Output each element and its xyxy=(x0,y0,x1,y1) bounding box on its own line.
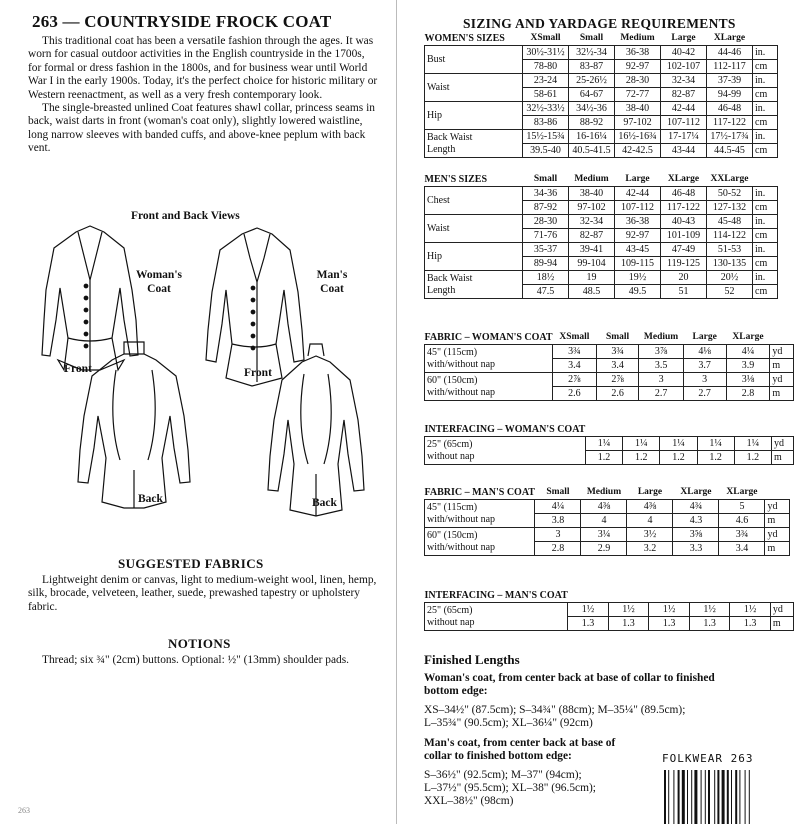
table-cell: 16½-16¾ xyxy=(615,130,661,144)
table-cell: 3⅝ xyxy=(673,528,719,542)
table-cell: 3¼ xyxy=(581,528,627,542)
table-cell: 47.5 xyxy=(523,285,569,299)
row-label xyxy=(425,243,523,271)
unit-cell: in. xyxy=(753,215,778,229)
table-cell: 1½ xyxy=(689,603,730,617)
unit-cell: cm xyxy=(753,201,778,215)
table-cell: 1¼ xyxy=(623,437,660,451)
table-cell: 82-87 xyxy=(661,88,707,102)
row-label-text: Bust xyxy=(427,53,446,65)
table-cell: 35-37 xyxy=(523,243,569,257)
table-cell: 1¼ xyxy=(660,437,697,451)
table-cell: 1.2 xyxy=(585,451,622,465)
row-label-text: Back Waist xyxy=(427,131,473,143)
unit-cell: in. xyxy=(753,102,778,116)
row-label-text: 60" (150cm) xyxy=(427,529,478,541)
table-cell: 23-24 xyxy=(523,74,569,88)
folkwear-code: FOLKWEAR 263 xyxy=(662,752,754,765)
table-cell: 1¼ xyxy=(734,437,771,451)
row-label xyxy=(425,102,523,130)
table-column-header: Small xyxy=(533,174,558,184)
fabrics-text xyxy=(28,574,378,614)
table-cell: 2.7 xyxy=(683,387,726,401)
table-column-header: XSmall xyxy=(559,332,590,342)
man-length-heading: Man's coat, from center back at base of collar to finished bottom edge: xyxy=(424,737,616,762)
table-column-header: XSmall xyxy=(530,33,561,43)
unit-cell: cm xyxy=(753,60,778,74)
table-cell: 2.8 xyxy=(726,387,770,401)
table-row xyxy=(425,102,778,116)
table-cell: 3.2 xyxy=(627,542,673,556)
table-cell: 30½-31½ xyxy=(523,46,569,60)
row-label-text: Chest xyxy=(427,194,450,206)
table-row xyxy=(425,271,778,285)
table-cell: 3.4 xyxy=(719,542,765,556)
table-cell: 49.5 xyxy=(615,285,661,299)
row-label-text: 45" (115cm) xyxy=(427,346,478,358)
table-column-header: Large xyxy=(625,174,650,184)
fabric-man-table xyxy=(424,485,790,556)
table-row xyxy=(425,130,778,144)
table-cell: 42-44 xyxy=(615,187,661,201)
table-cell: 51 xyxy=(661,285,707,299)
unit-cell: m xyxy=(770,359,794,373)
table-cell: 114-122 xyxy=(707,229,753,243)
table-cell: 36-38 xyxy=(615,46,661,60)
table-cell: 1.3 xyxy=(568,617,609,631)
table-row xyxy=(425,46,778,60)
row-label-text: Hip xyxy=(427,109,442,121)
table-cell: 20½ xyxy=(707,271,753,285)
table-cell: 3.3 xyxy=(673,542,719,556)
row-label-text: Length xyxy=(427,143,456,155)
table-cell: 2⅞ xyxy=(553,373,597,387)
table-cell: 1.3 xyxy=(689,617,730,631)
table-row xyxy=(425,528,790,542)
table-cell: 4⅛ xyxy=(683,345,726,359)
table-cell: 16-16¼ xyxy=(569,130,615,144)
table-cell: 25-26½ xyxy=(569,74,615,88)
table-cell: 92-97 xyxy=(615,229,661,243)
table-cell: 102-107 xyxy=(661,60,707,74)
front-label-man: Front xyxy=(244,367,272,379)
row-label xyxy=(425,345,553,373)
row-label xyxy=(425,46,523,74)
row-label xyxy=(425,130,523,158)
unit-cell: yd xyxy=(770,603,793,617)
table-cell: 83-87 xyxy=(569,60,615,74)
table-cell: 82-87 xyxy=(569,229,615,243)
table-cell: 48.5 xyxy=(569,285,615,299)
row-label-text: with/without nap xyxy=(427,358,496,370)
row-label-text: without nap xyxy=(427,450,475,462)
unit-cell: yd xyxy=(772,437,794,451)
table-cell: 117-122 xyxy=(707,116,753,130)
table-cell: 39-41 xyxy=(569,243,615,257)
table-cell: 1½ xyxy=(608,603,649,617)
table-cell: 1.2 xyxy=(623,451,660,465)
finished-lengths-heading: Finished Lengths xyxy=(424,652,520,667)
notions-heading: NOTIONS xyxy=(168,636,231,651)
table-cell: 4 xyxy=(581,514,627,528)
table-cell: 3.5 xyxy=(639,359,683,373)
unit-cell: cm xyxy=(753,88,778,102)
row-label-text: Hip xyxy=(427,250,442,262)
table-cell: 4¼ xyxy=(726,345,770,359)
table-cell: 44.5-45 xyxy=(707,144,753,158)
barcode xyxy=(662,770,770,824)
table-cell: 97-102 xyxy=(615,116,661,130)
table-row xyxy=(425,373,794,387)
table-cell: 32½-34 xyxy=(569,46,615,60)
table-cell: 43-44 xyxy=(661,144,707,158)
table-cell: 20 xyxy=(661,271,707,285)
table-column-header: Large xyxy=(637,487,663,497)
row-label-text: Length xyxy=(427,284,456,296)
table-cell: 87-92 xyxy=(523,201,569,215)
table-cell: 1.2 xyxy=(734,451,771,465)
mens-sizes-table xyxy=(424,172,778,299)
unit-cell: cm xyxy=(753,229,778,243)
unit-cell: yd xyxy=(765,528,790,542)
table-cell: 34-36 xyxy=(523,187,569,201)
mans-label-line1: Man's xyxy=(316,269,348,281)
table-cell: 32-34 xyxy=(569,215,615,229)
row-label-text: without nap xyxy=(427,616,475,628)
table-cell: 3¾ xyxy=(553,345,597,359)
table-column-header: XLarge xyxy=(732,332,764,342)
table-cell: 5 xyxy=(719,500,765,514)
table-cell: 1.3 xyxy=(649,617,690,631)
table-cell: 36-38 xyxy=(615,215,661,229)
description-paragraph: The single-breasted unlined Coat features shawl collar, princess seams in back, waist darts in front (woman's coat only), slightly lowered waistline, long narrow sleeves with banded cuffs, and above-knee peplum with back vent. xyxy=(28,102,375,155)
row-label-text: Waist xyxy=(427,81,450,93)
table-column-header: XLarge xyxy=(667,174,700,184)
unit-cell: cm xyxy=(753,257,778,271)
table-row xyxy=(425,500,790,514)
table-cell: 3.4 xyxy=(596,359,639,373)
table-cell: 4⅜ xyxy=(627,500,673,514)
interfacing-woman-table xyxy=(424,422,794,465)
table-column-header: XLarge xyxy=(680,487,712,497)
row-label xyxy=(425,373,553,401)
table-cell: 3 xyxy=(535,528,581,542)
unit-cell: m xyxy=(765,542,790,556)
unit-cell: m xyxy=(770,387,794,401)
interfacing-man-table xyxy=(424,588,794,631)
table-cell: 38-40 xyxy=(615,102,661,116)
table-cell: 3.7 xyxy=(683,359,726,373)
table-cell: 4 xyxy=(627,514,673,528)
table-cell: 32-34 xyxy=(661,74,707,88)
table-cell: 1½ xyxy=(730,603,771,617)
womens-sizes-table xyxy=(424,31,778,158)
womans-label-line2: Coat xyxy=(147,283,171,295)
table-cell: 83-86 xyxy=(523,116,569,130)
table-cell: 71-76 xyxy=(523,229,569,243)
unit-cell: cm xyxy=(753,285,778,299)
row-label-text: with/without nap xyxy=(427,541,496,553)
sizing-heading: SIZING AND YARDAGE REQUIREMENTS xyxy=(463,16,736,31)
table-cell: 127-132 xyxy=(707,201,753,215)
row-label-text: 60" (150cm) xyxy=(427,374,478,386)
womans-coat-label xyxy=(124,268,194,296)
table-row xyxy=(425,345,794,359)
column-divider xyxy=(396,0,397,824)
table-cell: 2.6 xyxy=(553,387,597,401)
table-cell: 3 xyxy=(639,373,683,387)
row-label xyxy=(425,187,523,215)
table-column-header: Large xyxy=(692,332,717,342)
table-cell: 97-102 xyxy=(569,201,615,215)
table-cell: 3 xyxy=(683,373,726,387)
table-section-title: MEN'S SIZES xyxy=(424,173,488,185)
table-row xyxy=(425,437,794,451)
unit-cell: in. xyxy=(753,130,778,144)
row-label-text: Waist xyxy=(427,222,450,234)
table-cell: 19½ xyxy=(615,271,661,285)
table-section-title: WOMEN'S SIZES xyxy=(424,32,505,44)
table-cell: 46-48 xyxy=(661,187,707,201)
table-section-title: INTERFACING – WOMAN'S COAT xyxy=(424,423,586,435)
unit-cell: m xyxy=(770,617,793,631)
table-column-header: XXLarge xyxy=(710,174,749,184)
unit-cell: yd xyxy=(770,345,794,359)
table-cell: 3.8 xyxy=(535,514,581,528)
row-label-text: with/without nap xyxy=(427,386,496,398)
table-cell: 78-80 xyxy=(523,60,569,74)
fabrics-heading: SUGGESTED FABRICS xyxy=(118,556,264,571)
table-cell: 88-92 xyxy=(569,116,615,130)
table-cell: 2.8 xyxy=(535,542,581,556)
row-label xyxy=(425,215,523,243)
page-mark: 263 xyxy=(18,806,30,815)
table-cell: 3.9 xyxy=(726,359,770,373)
unit-cell: m xyxy=(765,514,790,528)
woman-length-line2: L–35¾" (90.5cm); XL–36¼" (92cm) xyxy=(424,717,593,729)
table-cell: 3¾ xyxy=(719,528,765,542)
table-column-header: Large xyxy=(671,33,696,43)
woman-length-line1: XS–34½" (87.5cm); S–34¾" (88cm); M–35¼" (89.5cm); xyxy=(424,704,686,716)
table-cell: 117-122 xyxy=(661,201,707,215)
fabrics-paragraph: Lightweight denim or canvas, light to medium-weight wool, linen, hemp, silk, brocade, velveteen, leather, suede, prewashed tapestry or upholstery fabric. xyxy=(28,574,377,613)
table-cell: 130-135 xyxy=(707,257,753,271)
table-cell: 4¼ xyxy=(535,500,581,514)
unit-cell: cm xyxy=(753,144,778,158)
table-cell: 43-45 xyxy=(615,243,661,257)
table-cell: 46-48 xyxy=(707,102,753,116)
unit-cell: cm xyxy=(753,116,778,130)
table-cell: 107-112 xyxy=(615,201,661,215)
table-row xyxy=(425,243,778,257)
table-cell: 3½ xyxy=(627,528,673,542)
table-cell: 1.2 xyxy=(660,451,697,465)
mans-coat-label xyxy=(305,268,359,296)
table-cell: 72-77 xyxy=(615,88,661,102)
row-label-text: Back Waist xyxy=(427,272,473,284)
table-cell: 2⅞ xyxy=(596,373,639,387)
table-cell: 42-44 xyxy=(661,102,707,116)
table-cell: 107-112 xyxy=(661,116,707,130)
table-cell: 40-42 xyxy=(661,46,707,60)
table-cell: 17-17¼ xyxy=(661,130,707,144)
intro-paragraph: This traditional coat has been a versatile fashion through the ages. It was worn for casual outdoor activities in the English countryside in the 1700s, for formal or dress fashion in the 1800s, and for business wear until World War I in the early 1900s. Today, it's the perfect choice for historic military or Western reenactment, as well as a very fresh contemporary look. xyxy=(28,35,378,101)
table-cell: 109-115 xyxy=(615,257,661,271)
man-length-line2: L–37½" (95.5cm); XL–38" (96.5cm); xyxy=(424,782,596,794)
table-cell: 51-53 xyxy=(707,243,753,257)
table-cell: 58-61 xyxy=(523,88,569,102)
woman-back-sketch xyxy=(78,342,190,508)
unit-cell: yd xyxy=(770,373,794,387)
table-cell: 1.2 xyxy=(697,451,734,465)
table-cell: 45-48 xyxy=(707,215,753,229)
views-heading: Front and Back Views xyxy=(131,210,240,222)
table-cell: 2.6 xyxy=(596,387,639,401)
table-cell: 15½-15¾ xyxy=(523,130,569,144)
fabric-woman-table xyxy=(424,330,794,401)
table-cell: 99-104 xyxy=(569,257,615,271)
table-cell: 1.3 xyxy=(608,617,649,631)
man-front-sketch xyxy=(206,228,304,386)
intro-text xyxy=(28,35,378,156)
table-row xyxy=(425,215,778,229)
table-cell: 38-40 xyxy=(569,187,615,201)
row-label xyxy=(425,528,535,556)
unit-cell: m xyxy=(772,451,794,465)
unit-cell: in. xyxy=(753,187,778,201)
unit-cell: in. xyxy=(753,46,778,60)
table-row xyxy=(425,603,794,617)
table-cell: 4.3 xyxy=(673,514,719,528)
table-column-header: Medium xyxy=(643,332,679,342)
table-row xyxy=(425,187,778,201)
table-cell: 3⅞ xyxy=(639,345,683,359)
table-cell: 28-30 xyxy=(615,74,661,88)
table-cell: 101-109 xyxy=(661,229,707,243)
table-cell: 4⅜ xyxy=(581,500,627,514)
table-cell: 44-46 xyxy=(707,46,753,60)
table-cell: 1½ xyxy=(649,603,690,617)
unit-cell: in. xyxy=(753,271,778,285)
row-label xyxy=(425,74,523,102)
man-length-line1: S–36½" (92.5cm); M–37" (94cm); xyxy=(424,769,582,781)
table-column-header: Medium xyxy=(586,487,622,497)
table-section-title: FABRIC – MAN'S COAT xyxy=(424,486,535,498)
row-label xyxy=(425,603,568,631)
table-cell: 119-125 xyxy=(661,257,707,271)
table-cell: 32½-33½ xyxy=(523,102,569,116)
unit-cell: in. xyxy=(753,74,778,88)
table-cell: 2.9 xyxy=(581,542,627,556)
row-label xyxy=(425,271,523,299)
man-back-sketch xyxy=(268,344,364,516)
row-label-text: 25" (65cm) xyxy=(427,438,473,450)
table-cell: 2.7 xyxy=(639,387,683,401)
table-section-title: FABRIC – WOMAN'S COAT xyxy=(424,331,553,343)
table-cell: 40-43 xyxy=(661,215,707,229)
table-section-title: INTERFACING – MAN'S COAT xyxy=(424,589,568,601)
table-column-header: XLarge xyxy=(713,33,746,43)
notions-paragraph: Thread; six ¾" (2cm) buttons. Optional: ½" (13mm) shoulder pads. xyxy=(42,654,349,666)
table-cell: 3.4 xyxy=(553,359,597,373)
unit-cell: yd xyxy=(765,500,790,514)
man-length-line3: XXL–38½" (98cm) xyxy=(424,795,514,807)
row-label xyxy=(425,437,586,465)
table-cell: 4¾ xyxy=(673,500,719,514)
table-cell: 34½-36 xyxy=(569,102,615,116)
table-cell: 47-49 xyxy=(661,243,707,257)
table-column-header: Small xyxy=(546,487,570,497)
table-cell: 89-94 xyxy=(523,257,569,271)
row-label xyxy=(425,500,535,528)
table-cell: 40.5-41.5 xyxy=(569,144,615,158)
table-cell: 3⅛ xyxy=(726,373,770,387)
mans-label-line2: Coat xyxy=(320,283,344,295)
table-column-header: XLarge xyxy=(726,487,758,497)
table-cell: 92-97 xyxy=(615,60,661,74)
front-label-woman: Front xyxy=(64,363,92,375)
table-cell: 52 xyxy=(707,285,753,299)
unit-cell: in. xyxy=(753,243,778,257)
table-cell: 4.6 xyxy=(719,514,765,528)
table-cell: 1¼ xyxy=(697,437,734,451)
table-column-header: Medium xyxy=(620,33,655,43)
table-cell: 37-39 xyxy=(707,74,753,88)
table-cell: 50-52 xyxy=(707,187,753,201)
table-cell: 3¾ xyxy=(596,345,639,359)
row-label-text: 25" (65cm) xyxy=(427,604,473,616)
womans-label-line1: Woman's xyxy=(135,269,182,281)
notions-text xyxy=(28,654,378,667)
table-cell: 17½-17¾ xyxy=(707,130,753,144)
woman-length-heading: Woman's coat, from center back at base of collar to finished bottom edge: xyxy=(424,672,715,697)
table-cell: 64-67 xyxy=(569,88,615,102)
table-column-header: Small xyxy=(605,332,630,342)
table-cell: 18½ xyxy=(523,271,569,285)
table-cell: 1¼ xyxy=(585,437,622,451)
pattern-title: 263 — COUNTRYSIDE FROCK COAT xyxy=(32,12,332,31)
row-label-text: with/without nap xyxy=(427,513,496,525)
row-label-text: 45" (115cm) xyxy=(427,501,478,513)
table-row xyxy=(425,74,778,88)
table-column-header: Small xyxy=(579,33,604,43)
table-cell: 1½ xyxy=(568,603,609,617)
back-label-man: Back xyxy=(312,497,337,509)
table-cell: 42-42.5 xyxy=(615,144,661,158)
table-cell: 28-30 xyxy=(523,215,569,229)
table-cell: 112-117 xyxy=(707,60,753,74)
back-label-woman: Back xyxy=(138,493,163,505)
table-cell: 94-99 xyxy=(707,88,753,102)
table-cell: 1.3 xyxy=(730,617,771,631)
table-cell: 19 xyxy=(569,271,615,285)
table-cell: 39.5-40 xyxy=(523,144,569,158)
table-column-header: Medium xyxy=(574,174,609,184)
